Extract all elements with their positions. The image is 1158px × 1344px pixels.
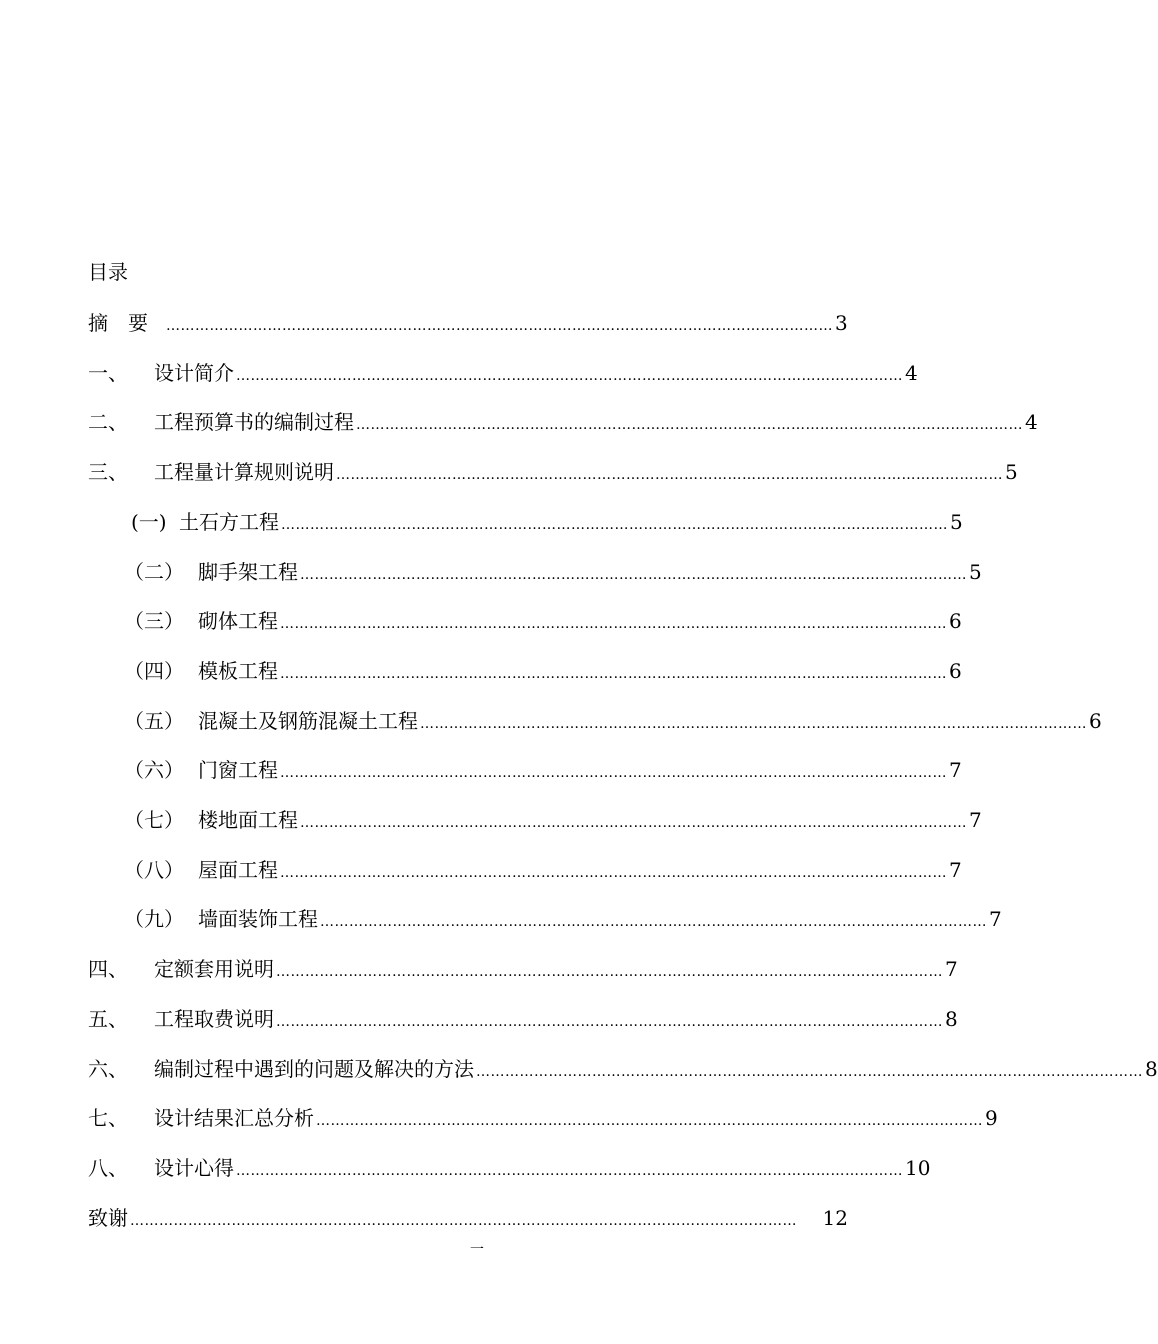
toc-leader-dots: …………………………………………………………………………………………………………………………: [280, 616, 947, 632]
toc-entry-page: 7: [945, 957, 958, 981]
toc-entry-page: 6: [949, 609, 962, 633]
toc-entry-label: 门窗工程: [198, 758, 278, 782]
toc-entry-1[interactable]: [88, 358, 918, 388]
toc-entry-page: 7: [949, 858, 962, 882]
toc-entry-number: 七、: [88, 1106, 128, 1130]
toc-entry-page: 5: [969, 560, 982, 584]
toc-entry-number: （四）: [124, 659, 184, 683]
toc-entry-3-5[interactable]: [124, 706, 1102, 736]
toc-leader-dots: …………………………………………………………………………………………………………………………: [166, 318, 833, 334]
toc-leader-dots: …………………………………………………………………………………………………………………………: [316, 1113, 983, 1129]
toc-entry-label: 楼地面工程: [198, 808, 298, 832]
toc-entry-number: （七）: [124, 808, 184, 832]
toc-entry-label: 屋面工程: [198, 858, 278, 882]
toc-entry-page: 5: [950, 510, 963, 534]
toc-entry-label: 编制过程中遇到的问题及解决的方法: [154, 1057, 474, 1081]
toc-entry-label: 土石方工程: [179, 510, 279, 534]
toc-entry-label: 工程取费说明: [154, 1007, 274, 1031]
toc-title: 目录: [88, 260, 128, 284]
toc-entry-page: 5: [1005, 460, 1018, 484]
toc-entry-number: （二）: [124, 560, 184, 584]
toc-leader-dots: …………………………………………………………………………………………………………………………: [420, 716, 1087, 732]
toc-entry-page: 12: [822, 1206, 848, 1230]
toc-entry-page: 7: [949, 758, 962, 782]
toc-entry-number: (一): [131, 510, 167, 534]
toc-entry-label: 混凝土及钢筋混凝土工程: [198, 709, 418, 733]
toc-entry-3-7[interactable]: [124, 805, 982, 835]
toc-entry-number: 八、: [88, 1156, 128, 1180]
toc-entry-number: 摘 要: [88, 311, 148, 335]
toc-entry-3-1[interactable]: [131, 507, 963, 537]
toc-entry-3-2[interactable]: [124, 557, 982, 587]
toc-entry-8[interactable]: [88, 1153, 931, 1183]
toc-entry-label: 设计结果汇总分析: [154, 1106, 314, 1130]
toc-entry-3-3[interactable]: [124, 606, 962, 636]
toc-leader-dots: …………………………………………………………………………………………………………………………: [280, 765, 947, 781]
toc-leader-dots: …………………………………………………………………………………………………………………………: [320, 914, 987, 930]
toc-entry-number: （八）: [124, 858, 184, 882]
toc-leader-dots: …………………………………………………………………………………………………………………………: [300, 815, 967, 831]
toc-entry-3-6[interactable]: [124, 755, 962, 785]
toc-entry-number: 一、: [88, 361, 128, 385]
toc-entry-label: 工程预算书的编制过程: [154, 410, 354, 434]
toc-entry-page: 6: [1089, 709, 1102, 733]
toc-entry-number: 六、: [88, 1057, 128, 1081]
toc-entry-page: 10: [905, 1156, 931, 1180]
toc-entry-5[interactable]: [88, 1004, 958, 1034]
toc-entry-6[interactable]: [88, 1054, 1158, 1084]
toc-leader-dots: …………………………………………………………………………………………………………………………: [276, 1014, 943, 1030]
toc-entry-page: 3: [835, 311, 848, 335]
toc-entry-page: 4: [905, 361, 918, 385]
toc-leader-dots: …………………………………………………………………………………………………………………………: [281, 517, 948, 533]
toc-entry-label: 设计简介: [154, 361, 234, 385]
toc-entry-page: 7: [969, 808, 982, 832]
toc-leader-dots: …………………………………………………………………………………………………………………………: [336, 467, 1003, 483]
toc-entry-page: 4: [1025, 410, 1038, 434]
toc-entry-number: （六）: [124, 758, 184, 782]
toc-entry-number: 三、: [88, 460, 128, 484]
toc-entry-abstract[interactable]: [88, 308, 848, 338]
toc-leader-dots: …………………………………………………………………………………………………………………………: [280, 865, 947, 881]
toc-entry-label: 墙面装饰工程: [198, 907, 318, 931]
toc-leader-dots: …………………………………………………………………………………………………………………………: [280, 666, 947, 682]
toc-entry-label: 脚手架工程: [198, 560, 298, 584]
toc-leader-dots: …………………………………………………………………………………………………………………………: [356, 417, 1023, 433]
toc-leader-dots: …………………………………………………………………………………………………………………………: [300, 567, 967, 583]
toc-entry-page: 8: [1145, 1057, 1158, 1081]
toc-entry-2[interactable]: [88, 407, 1038, 437]
toc-entry-number: 二、: [88, 410, 128, 434]
toc-leader-dots: …………………………………………………………………………………………………………………………: [130, 1213, 797, 1229]
toc-entry-acknowledgements[interactable]: [88, 1203, 848, 1233]
toc-entry-label: 砌体工程: [198, 609, 278, 633]
toc-leader-dots: …………………………………………………………………………………………………………………………: [236, 1163, 903, 1179]
toc-entry-7[interactable]: [88, 1103, 998, 1133]
toc-entry-number: （三）: [124, 609, 184, 633]
toc-entry-page: 9: [985, 1106, 998, 1130]
toc-entry-number: （五）: [124, 709, 184, 733]
toc-entry-label: 定额套用说明: [154, 957, 274, 981]
toc-entry-3-9[interactable]: [124, 904, 1002, 934]
toc-entry-label: 工程量计算规则说明: [154, 460, 334, 484]
footer-page-number: 一: [470, 1242, 484, 1258]
toc-entry-4[interactable]: [88, 954, 958, 984]
toc-entry-page: 6: [949, 659, 962, 683]
toc-entry-label: 设计心得: [154, 1156, 234, 1180]
toc-leader-dots: …………………………………………………………………………………………………………………………: [476, 1064, 1143, 1080]
toc-entry-page: 7: [989, 907, 1002, 931]
toc-entry-number: 致谢: [88, 1206, 128, 1230]
toc-leader-dots: …………………………………………………………………………………………………………………………: [276, 964, 943, 980]
toc-entry-3-8[interactable]: [124, 855, 962, 885]
toc-entry-3-4[interactable]: [124, 656, 962, 686]
toc-entry-number: 四、: [88, 957, 128, 981]
toc-entry-number: 五、: [88, 1007, 128, 1031]
toc-entry-3[interactable]: [88, 457, 1018, 487]
toc-entry-label: 模板工程: [198, 659, 278, 683]
toc-leader-dots: …………………………………………………………………………………………………………………………: [236, 368, 903, 384]
toc-entry-number: （九）: [124, 907, 184, 931]
toc-entry-page: 8: [945, 1007, 958, 1031]
